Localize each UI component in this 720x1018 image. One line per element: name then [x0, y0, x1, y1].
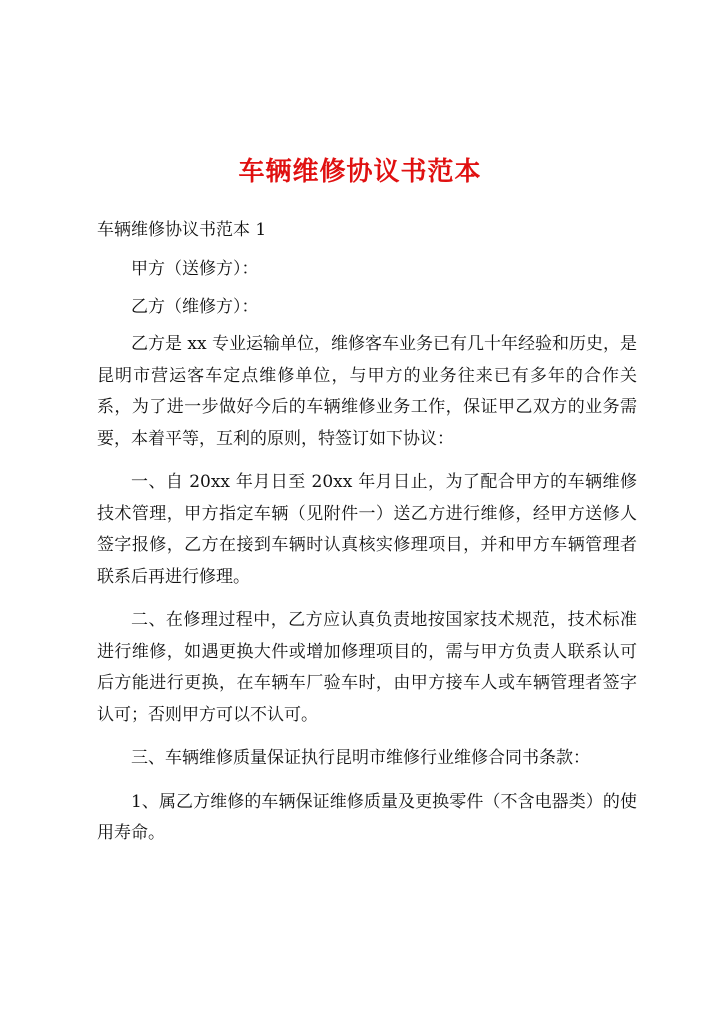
clause-1-paragraph: 一、自 20xx 年月日至 20xx 年月日止，为了配合甲方的车辆维修技术管理，甲方指定车辆（见附件一）送乙方进行维修，经甲方送修人签字报修，乙方在接到车辆时认真核实修理项目，并和甲方车辆管理者联系后再进行修理。	[97, 472, 637, 587]
clause-2-paragraph: 二、在修理过程中，乙方应认真负责地按国家技术规范，技术标准进行维修，如遇更换大件或增加修理项目的，需与甲方负责人联系认可后方能进行更换，在车辆车厂验车时，由甲方接车人或车辆管理者签字认可；否则甲方可以不认可。	[97, 610, 637, 725]
clause-3-1-paragraph: 1、属乙方维修的车辆保证维修质量及更换零件（不含电器类）的使用寿命。	[97, 791, 637, 843]
party-b-line: 乙方（维修方）：	[131, 296, 259, 317]
party-a-line: 甲方（送修方）：	[131, 259, 259, 279]
clause-3-paragraph: 三、车辆维修质量保证执行昆明市维修行业维修合同书条款：	[131, 748, 590, 768]
intro-paragraph: 乙方是 xx 专业运输单位，维修客车业务已有几十年经验和历史，是昆明市营运客车定点维修单位，与甲方的业务往来已有多年的合作关系，为了进一步做好今后的车辆维修业务工作，保证甲乙双方的业务需要，本着平等，互利的原则，特签订如下协议：	[97, 334, 637, 449]
document-body	[97, 254, 637, 862]
document-title: 车辆维修协议书范本	[238, 157, 482, 187]
document-subtitle: 车辆维修协议书范本 1	[97, 220, 267, 240]
